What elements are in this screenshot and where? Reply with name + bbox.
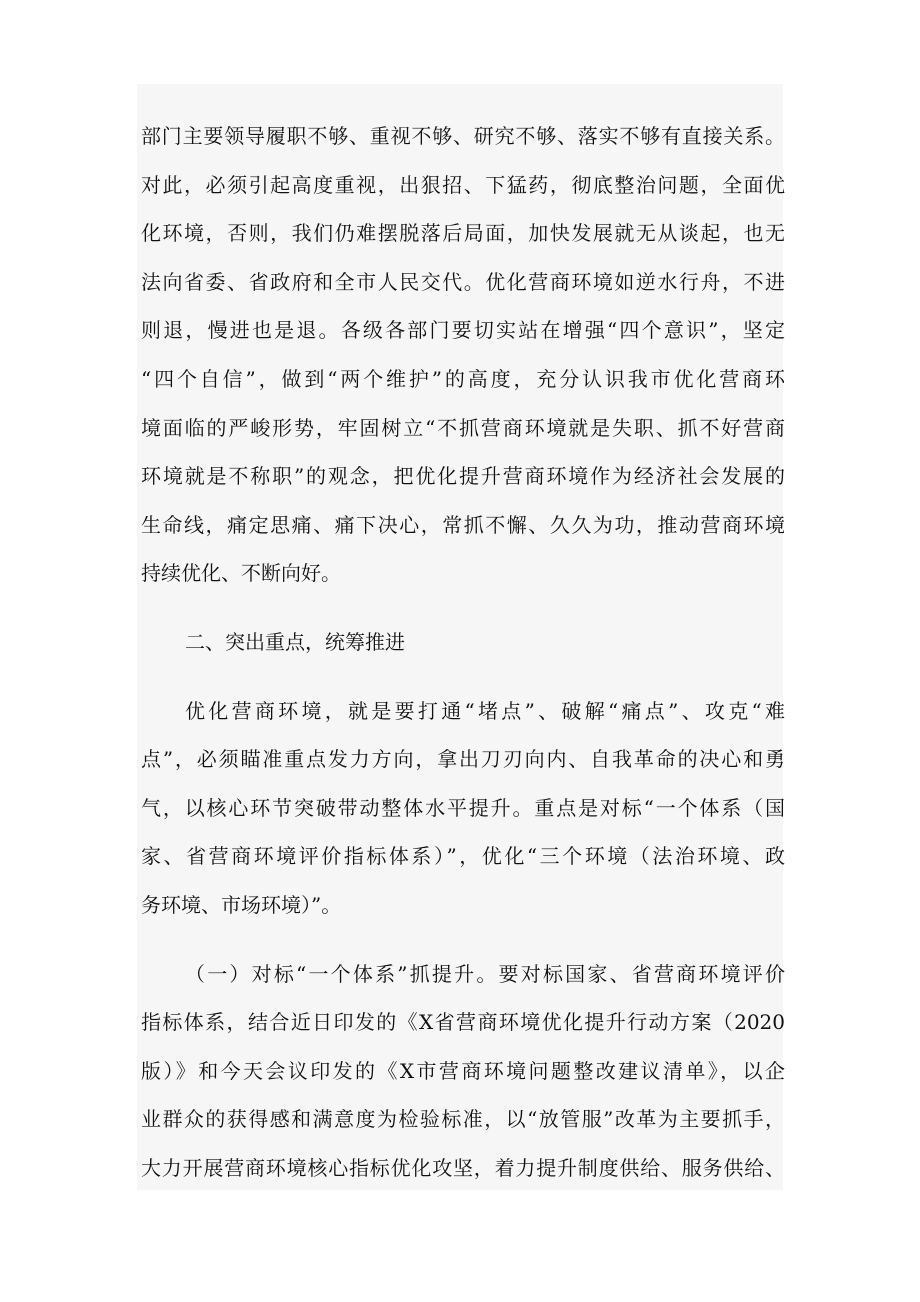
- paragraph-line: 指标体系，结合近日印发的《X省营商环境优化提升行动方案（2020: [141, 1010, 785, 1035]
- paragraph-line: 环境就是不称职”的观念，把优化提升营商环境作为经济社会发展的: [141, 464, 785, 489]
- paragraph-line: 则退，慢进也是退。各级各部门要切实站在增强“四个意识”，坚定: [141, 318, 785, 343]
- paragraph-line: 法向省委、省政府和全市人民交代。优化营商环境如逆水行舟，不进: [141, 269, 785, 294]
- paragraph-line: 优化营商环境，就是要打通“堵点”、破解“痛点”、攻克“难: [185, 698, 785, 723]
- paragraph-line: 化环境，否则，我们仍难摆脱落后局面，加快发展就无从谈起，也无: [141, 221, 785, 246]
- paragraph-line: 持续优化、不断向好。: [141, 561, 341, 586]
- paragraph-line: 境面临的严峻形势，牢固树立“不抓营商环境就是失职、抓不好营商: [141, 415, 785, 440]
- paragraph-line: 点”，必须瞄准重点发力方向，拿出刀刃向内、自我革命的决心和勇: [141, 747, 785, 772]
- paragraph-line: 生命线，痛定思痛、痛下决心，常抓不懈、久久为功，推动营商环境: [141, 512, 785, 537]
- document-body: [141, 112, 785, 1192]
- paragraph-line: 家、省营商环境评价指标体系）”，优化“三个环境（法治环境、政: [141, 844, 785, 869]
- paragraph-line: 对此，必须引起高度重视，出狠招、下猛药，彻底整治问题，全面优: [141, 172, 785, 197]
- paragraph-line: （一）对标“一个体系”抓提升。要对标国家、省营商环境评价: [185, 961, 785, 986]
- paragraph-line: 业群众的获得感和满意度为检验标准，以“放管服”改革为主要抓手，: [141, 1107, 785, 1132]
- paragraph-line: 部门主要领导履职不够、重视不够、研究不够、落实不够有直接关系。: [141, 124, 785, 148]
- paragraph-line: 大力开展营商环境核心指标优化攻坚，着力提升制度供给、服务供给、: [141, 1155, 785, 1180]
- paragraph-line: 务环境、市场环境）”。: [141, 892, 342, 917]
- paragraph-line: 版）》和今天会议印发的《X市营商环境问题整改建议清单》，以企: [141, 1058, 785, 1083]
- paragraph-line: “四个自信”，做到“两个维护”的高度，充分认识我市优化营商环: [141, 366, 785, 391]
- section-heading: 二、突出重点，统筹推进: [185, 629, 405, 654]
- paragraph-2: [141, 687, 785, 930]
- paragraph-1: [141, 112, 785, 598]
- paragraph-line: 气，以核心环节突破带动整体水平提升。重点是对标“一个体系（国: [141, 795, 785, 820]
- paragraph-3: [141, 950, 785, 1193]
